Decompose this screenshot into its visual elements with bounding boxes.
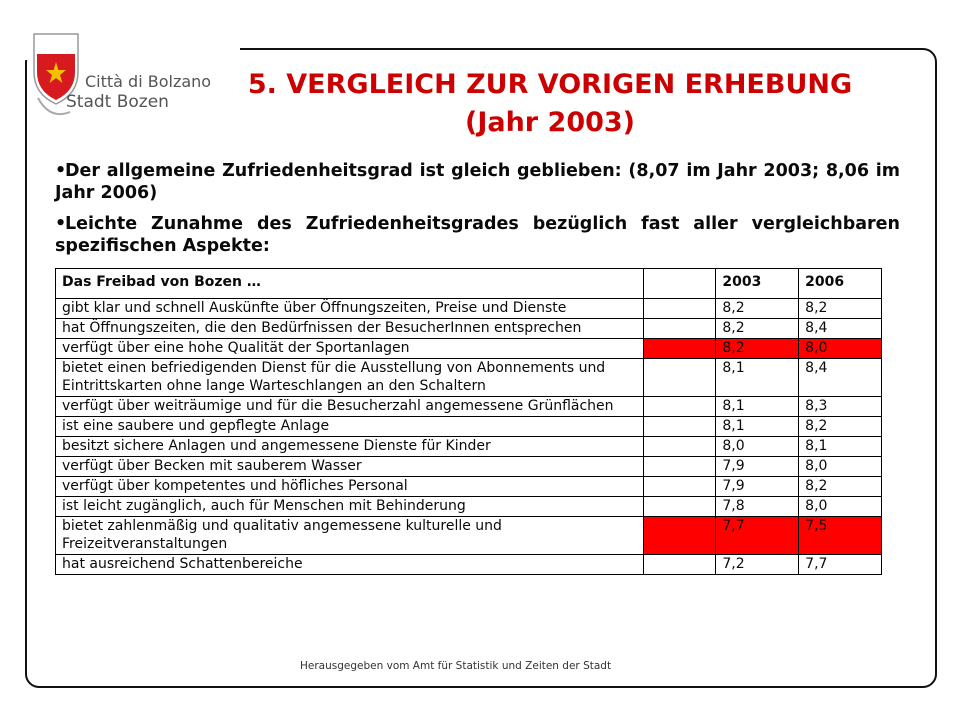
row-label: ist leicht zugänglich, auch für Menschen mit Behinderung <box>56 497 644 517</box>
value-2006: 7,7 <box>799 555 882 575</box>
title-line-2: (Jahr 2003) <box>464 107 636 138</box>
header-label: Das Freibad von Bozen … <box>56 269 644 299</box>
value-2003: 8,0 <box>716 437 799 457</box>
header-year-2003: 2003 <box>716 269 799 299</box>
table-row <box>56 397 882 417</box>
table-row <box>56 417 882 437</box>
table-row <box>56 319 882 339</box>
table-row <box>56 359 882 397</box>
bullet-list <box>55 160 900 266</box>
table-row <box>56 457 882 477</box>
row-label: hat Öffnungszeiten, die den Bedürfnissen der BesucherInnen entsprechen <box>56 319 644 339</box>
value-2003: 8,1 <box>716 417 799 437</box>
row-spacer <box>643 299 716 319</box>
value-2006: 8,0 <box>799 339 882 359</box>
row-label: verfügt über kompetentes und höfliches Personal <box>56 477 644 497</box>
footer-note: Herausgegeben vom Amt für Statistik und Zeiten der Stadt <box>300 660 612 672</box>
row-label: besitzt sichere Anlagen und angemessene Dienste für Kinder <box>56 437 644 457</box>
value-2006: 8,0 <box>799 497 882 517</box>
table-row <box>56 517 882 555</box>
value-2006: 8,0 <box>799 457 882 477</box>
bullet-item <box>55 160 900 204</box>
value-2006: 7,5 <box>799 517 882 555</box>
table-row <box>56 299 882 319</box>
row-spacer <box>643 477 716 497</box>
row-label: bietet einen befriedigenden Dienst für die Ausstellung von Abonnements und Eintrittskarten ohne lange Warteschlangen an den Schaltern <box>56 359 644 397</box>
row-spacer <box>643 517 716 555</box>
value-2003: 8,1 <box>716 359 799 397</box>
value-2003: 7,9 <box>716 477 799 497</box>
value-2006: 8,3 <box>799 397 882 417</box>
city-name-italian: Città di Bolzano <box>85 72 212 91</box>
value-2006: 8,2 <box>799 477 882 497</box>
value-2003: 7,9 <box>716 457 799 477</box>
value-2003: 8,2 <box>716 319 799 339</box>
row-label: hat ausreichend Schattenbereiche <box>56 555 644 575</box>
value-2006: 8,2 <box>799 299 882 319</box>
bullet-item <box>55 213 900 257</box>
row-label: gibt klar und schnell Auskünfte über Öffnungszeiten, Preise und Dienste <box>56 299 644 319</box>
row-label: ist eine saubere und gepflegte Anlage <box>56 417 644 437</box>
value-2003: 7,2 <box>716 555 799 575</box>
table-header-row <box>56 269 882 299</box>
table-row <box>56 497 882 517</box>
value-2003: 8,1 <box>716 397 799 417</box>
table-row <box>56 437 882 457</box>
table-row <box>56 555 882 575</box>
value-2003: 7,8 <box>716 497 799 517</box>
table-row <box>56 477 882 497</box>
value-2006: 8,2 <box>799 417 882 437</box>
row-spacer <box>643 417 716 437</box>
row-label: verfügt über Becken mit sauberem Wasser <box>56 457 644 477</box>
row-spacer <box>643 497 716 517</box>
title-line-1: 5. VERGLEICH ZUR VORIGEN ERHEBUNG <box>247 69 853 100</box>
bullet-dot-icon: • <box>55 214 67 234</box>
value-2006: 8,1 <box>799 437 882 457</box>
row-spacer <box>643 319 716 339</box>
row-spacer <box>643 359 716 397</box>
header-spacer <box>643 269 716 299</box>
row-spacer <box>643 437 716 457</box>
bullet-dot-icon: • <box>55 161 67 181</box>
row-label: bietet zahlenmäßig und qualitativ angemessene kulturelle und Freizeitveranstaltungen <box>56 517 644 555</box>
row-spacer <box>643 397 716 417</box>
row-label: verfügt über eine hohe Qualität der Sportanlagen <box>56 339 644 359</box>
comparison-table <box>55 268 882 575</box>
value-2006: 8,4 <box>799 319 882 339</box>
header-year-2006: 2006 <box>799 269 882 299</box>
bullet-text: Leichte Zunahme des Zufriedenheitsgrades bezüglich fast aller vergleichbaren spezifischen Aspekte: <box>55 214 900 256</box>
table-row <box>56 339 882 359</box>
row-spacer <box>643 339 716 359</box>
value-2006: 8,4 <box>799 359 882 397</box>
value-2003: 8,2 <box>716 299 799 319</box>
city-name-german: Stadt Bozen <box>66 92 169 112</box>
page-title <box>190 66 910 142</box>
row-label: verfügt über weiträumige und für die Besucherzahl angemessene Grünflächen <box>56 397 644 417</box>
value-2003: 7,7 <box>716 517 799 555</box>
row-spacer <box>643 555 716 575</box>
row-spacer <box>643 457 716 477</box>
value-2003: 8,2 <box>716 339 799 359</box>
bullet-text: Der allgemeine Zufriedenheitsgrad ist gleich geblieben: (8,07 im Jahr 2003; 8,06 im Jahr 2006) <box>55 161 900 203</box>
